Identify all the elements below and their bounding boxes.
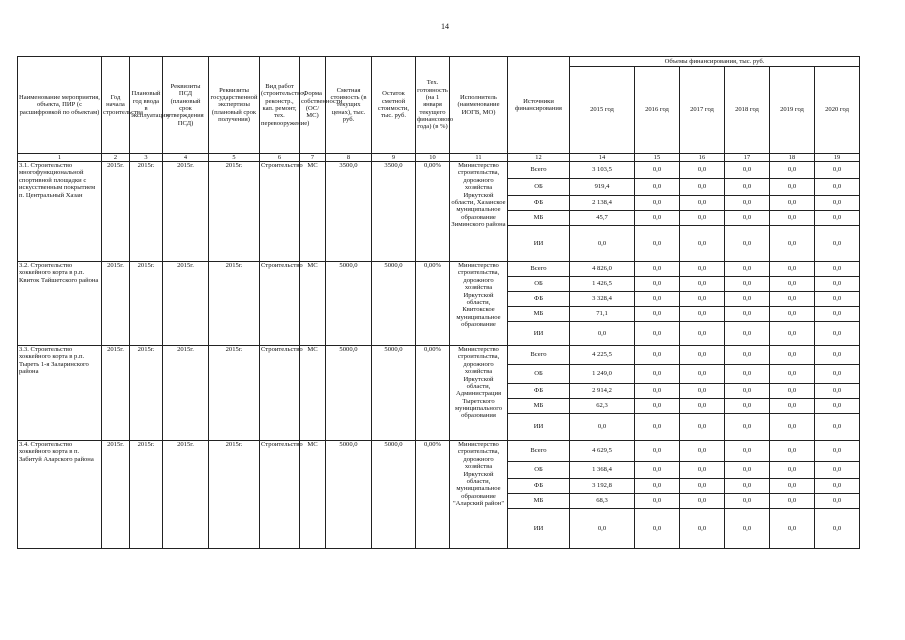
funding-value: 0,0 [635,211,680,226]
funding-value: 0,0 [680,479,725,494]
funding-value: 0,0 [680,226,725,262]
funding-value: 0,0 [725,292,770,307]
ownership: МС [300,162,326,262]
funding-value: 0,0 [725,162,770,179]
funding-value: 0,0 [770,292,815,307]
funding-source: ОБ [508,462,570,479]
psd-details: 2015г. [163,262,209,346]
funding-source: МБ [508,494,570,509]
header-executor: Исполнитель (наименование ИОГВ, МО) [450,57,508,154]
funding-value: 0,0 [815,179,860,196]
header-remaining-cost: Остаток сметной стоимости, тыс. руб. [372,57,416,154]
funding-source: ФБ [508,292,570,307]
funding-value: 0,0 [635,179,680,196]
funding-source: ФБ [508,479,570,494]
funding-value: 0,0 [680,162,725,179]
funding-value: 0,0 [680,322,725,346]
column-number: 19 [815,154,860,162]
column-number: 16 [680,154,725,162]
funding-value: 0,0 [725,384,770,399]
funding-value: 0,0 [680,494,725,509]
ownership: МС [300,262,326,346]
funding-value: 0,0 [770,509,815,549]
column-number: 1 [18,154,102,162]
planned-year: 2015г. [130,262,163,346]
year-start: 2015г. [102,346,130,441]
header-sources: Источники финансирования [508,57,570,154]
funding-value: 0,0 [635,462,680,479]
funding-value: 0,0 [570,509,635,549]
funding-value: 0,0 [635,322,680,346]
expertise-details: 2015г. [209,162,260,262]
executor: Министерство строительства, дорожного хозяйства Иркутской области, Квитокское муниципальное образование [450,262,508,346]
header-readiness: Тех. готовность (на 1 января текущего финансового года) (в %) [416,57,450,154]
funding-value: 0,0 [815,292,860,307]
funding-value: 0,0 [725,399,770,414]
funding-value: 45,7 [570,211,635,226]
expertise-details: 2015г. [209,262,260,346]
column-number: 7 [300,154,326,162]
executor: Министерство строительства, дорожного хозяйства Иркутской области, муниципальное образование "Аларский район" [450,441,508,549]
header-planned-year: Плановый год ввода в эксплуатацию [130,57,163,154]
funding-value: 919,4 [570,179,635,196]
work-type: Строительство [260,262,300,346]
funding-value: 68,3 [570,494,635,509]
funding-value: 0,0 [725,509,770,549]
funding-value: 0,0 [725,322,770,346]
funding-value: 0,0 [680,384,725,399]
funding-value: 0,0 [635,346,680,365]
funding-value: 0,0 [635,162,680,179]
header-psd-details: Реквизиты ПСД (плановый срок утверждения ПСД) [163,57,209,154]
executor: Министерство строительства, дорожного хозяйства Иркутской области, Администрация Тыретского муниципального образования [450,346,508,441]
planned-year: 2015г. [130,346,163,441]
estimated-cost: 3500,0 [326,162,372,262]
funding-value: 0,0 [815,365,860,384]
funding-source: ИИ [508,226,570,262]
estimated-cost: 5000,0 [326,346,372,441]
header-year-0: 2015 год [570,67,635,154]
funding-value: 0,0 [815,346,860,365]
funding-value: 0,0 [815,509,860,549]
funding-value: 0,0 [770,365,815,384]
funding-value: 0,0 [815,211,860,226]
work-type: Строительство [260,346,300,441]
funding-value: 0,0 [725,479,770,494]
readiness: 0,00% [416,441,450,549]
funding-value: 0,0 [770,346,815,365]
funding-value: 0,0 [635,196,680,211]
funding-source: Всего [508,441,570,462]
funding-value: 0,0 [680,179,725,196]
remaining-cost: 5000,0 [372,262,416,346]
header-expertise-details: Реквизиты государственной экспертизы (плановый срок получения) [209,57,260,154]
funding-value: 0,0 [815,262,860,277]
header-ownership: Форма собственности (ОС/МС) [300,57,326,154]
remaining-cost: 5000,0 [372,441,416,549]
funding-value: 0,0 [770,399,815,414]
funding-value: 0,0 [815,162,860,179]
funding-value: 0,0 [725,211,770,226]
funding-value: 0,0 [770,479,815,494]
funding-value: 3 328,4 [570,292,635,307]
funding-value: 0,0 [635,494,680,509]
funding-value: 0,0 [815,399,860,414]
funding-value: 1 426,5 [570,277,635,292]
readiness: 0,00% [416,262,450,346]
planned-year: 2015г. [130,162,163,262]
column-number: 17 [725,154,770,162]
psd-details: 2015г. [163,162,209,262]
funding-value: 0,0 [815,384,860,399]
funding-value: 0,0 [725,414,770,441]
year-start: 2015г. [102,262,130,346]
funding-value: 71,1 [570,307,635,322]
funding-value: 0,0 [770,494,815,509]
column-number: 10 [416,154,450,162]
funding-value: 0,0 [770,307,815,322]
column-number: 12 [508,154,570,162]
funding-value: 0,0 [725,179,770,196]
funding-value: 0,0 [635,226,680,262]
object-name: 3.1. Строительство многофункциональной спортивной площадки с искусственным покрытием п. Центральный Хазан [18,162,102,262]
funding-value: 0,0 [680,399,725,414]
funding-value: 0,0 [770,162,815,179]
funding-source: ОБ [508,179,570,196]
ownership: МС [300,441,326,549]
funding-value: 0,0 [725,277,770,292]
work-type: Строительство [260,441,300,549]
funding-value: 0,0 [680,509,725,549]
funding-value: 0,0 [680,441,725,462]
funding-value: 3 103,5 [570,162,635,179]
column-number: 4 [163,154,209,162]
funding-value: 0,0 [680,196,725,211]
funding-value: 2 138,4 [570,196,635,211]
header-year-4: 2019 год [770,67,815,154]
funding-source: Всего [508,262,570,277]
funding-value: 0,0 [635,399,680,414]
estimated-cost: 5000,0 [326,441,372,549]
funding-value: 0,0 [680,292,725,307]
funding-value: 0,0 [570,414,635,441]
funding-value: 0,0 [815,494,860,509]
column-number: 15 [635,154,680,162]
funding-value: 0,0 [815,479,860,494]
funding-value: 0,0 [635,262,680,277]
funding-value: 0,0 [680,262,725,277]
funding-value: 0,0 [815,322,860,346]
funding-source: ФБ [508,196,570,211]
funding-value: 0,0 [680,414,725,441]
header-name: Наименование мероприятия, объекта, ПИР (с расшифровкой по объектам) [18,57,102,154]
expertise-details: 2015г. [209,441,260,549]
funding-value: 0,0 [725,226,770,262]
header-year-1: 2016 год [635,67,680,154]
funding-value: 62,3 [570,399,635,414]
funding-value: 0,0 [770,384,815,399]
column-number: 5 [209,154,260,162]
funding-value: 0,0 [725,462,770,479]
funding-value: 0,0 [635,479,680,494]
work-type: Строительство [260,162,300,262]
readiness: 0,00% [416,346,450,441]
funding-value: 0,0 [635,365,680,384]
funding-source: ИИ [508,509,570,549]
executor: Министерство строительства, дорожного хозяйства Иркутской области, Хазанское муниципальное образование Зиминского района [450,162,508,262]
funding-value: 0,0 [770,262,815,277]
funding-row [18,162,860,179]
header-year-3: 2018 год [725,67,770,154]
funding-value: 0,0 [680,346,725,365]
header-year-start: Год начала строительства [102,57,130,154]
funding-value: 4 225,5 [570,346,635,365]
funding-value: 0,0 [725,365,770,384]
funding-value: 0,0 [815,196,860,211]
funding-value: 0,0 [680,277,725,292]
funding-value: 0,0 [570,226,635,262]
expertise-details: 2015г. [209,346,260,441]
funding-source: Всего [508,346,570,365]
funding-value: 0,0 [770,196,815,211]
funding-value: 0,0 [635,384,680,399]
column-number: 14 [570,154,635,162]
header-year-2: 2017 год [680,67,725,154]
column-number: 9 [372,154,416,162]
funding-value: 0,0 [770,211,815,226]
object-name: 3.4. Строительство хоккейного корта в п. Забитуй Аларского района [18,441,102,549]
funding-value: 0,0 [770,441,815,462]
funding-value: 0,0 [770,462,815,479]
funding-value: 0,0 [725,307,770,322]
funding-value: 0,0 [635,414,680,441]
funding-value: 0,0 [815,226,860,262]
funding-value: 0,0 [680,211,725,226]
funding-source: ОБ [508,277,570,292]
funding-value: 2 914,2 [570,384,635,399]
column-number: 3 [130,154,163,162]
estimated-cost: 5000,0 [326,262,372,346]
funding-value: 0,0 [770,179,815,196]
funding-table [17,56,860,549]
funding-value: 0,0 [815,307,860,322]
funding-value: 0,0 [815,414,860,441]
funding-value: 0,0 [635,441,680,462]
object-name: 3.2. Строительство хоккейного корта в р.п. Квиток Тайшетского района [18,262,102,346]
year-start: 2015г. [102,441,130,549]
ownership: МС [300,346,326,441]
funding-row [18,441,860,462]
funding-value: 0,0 [815,277,860,292]
funding-value: 0,0 [725,262,770,277]
header-year-5: 2020 год [815,67,860,154]
funding-value: 0,0 [635,307,680,322]
funding-value: 0,0 [770,322,815,346]
column-number: 6 [260,154,300,162]
funding-value: 0,0 [680,462,725,479]
page-number: 14 [441,22,449,31]
object-name: 3.3. Строительство хоккейного корта в р.п. Тыреть 1-я Заларинского района [18,346,102,441]
column-numbers-row [18,154,860,162]
remaining-cost: 5000,0 [372,346,416,441]
funding-value: 1 368,4 [570,462,635,479]
psd-details: 2015г. [163,346,209,441]
funding-value: 0,0 [680,365,725,384]
header-estimated-cost: Сметная стоимость (в текущих ценах), тыс. руб. [326,57,372,154]
funding-row [18,346,860,365]
planned-year: 2015г. [130,441,163,549]
funding-value: 0,0 [770,277,815,292]
funding-source: МБ [508,307,570,322]
funding-value: 0,0 [725,441,770,462]
funding-value: 0,0 [815,441,860,462]
header-funding-title: Объемы финансирования, тыс. руб. [570,57,860,67]
funding-source: ОБ [508,365,570,384]
funding-value: 0,0 [635,292,680,307]
funding-value: 0,0 [680,307,725,322]
funding-source: ИИ [508,322,570,346]
funding-row [18,262,860,277]
funding-source: ФБ [508,384,570,399]
funding-value: 0,0 [725,346,770,365]
funding-source: МБ [508,399,570,414]
header-work-type: Вид работ (строительство, реконстр., кап. ремонт, тех. перевооружение) [260,57,300,154]
psd-details: 2015г. [163,441,209,549]
funding-value: 0,0 [770,226,815,262]
funding-source: МБ [508,211,570,226]
funding-value: 4 826,0 [570,262,635,277]
column-number: 11 [450,154,508,162]
remaining-cost: 3500,0 [372,162,416,262]
funding-value: 4 629,5 [570,441,635,462]
year-start: 2015г. [102,162,130,262]
funding-value: 0,0 [770,414,815,441]
funding-value: 0,0 [725,196,770,211]
funding-value: 0,0 [635,509,680,549]
funding-value: 0,0 [635,277,680,292]
readiness: 0,00% [416,162,450,262]
funding-value: 1 249,0 [570,365,635,384]
column-number: 18 [770,154,815,162]
funding-source: Всего [508,162,570,179]
funding-source: ИИ [508,414,570,441]
funding-value: 0,0 [570,322,635,346]
column-number: 8 [326,154,372,162]
column-number: 2 [102,154,130,162]
header-row-top [18,57,860,67]
funding-value: 3 192,8 [570,479,635,494]
funding-value: 0,0 [815,462,860,479]
funding-value: 0,0 [725,494,770,509]
